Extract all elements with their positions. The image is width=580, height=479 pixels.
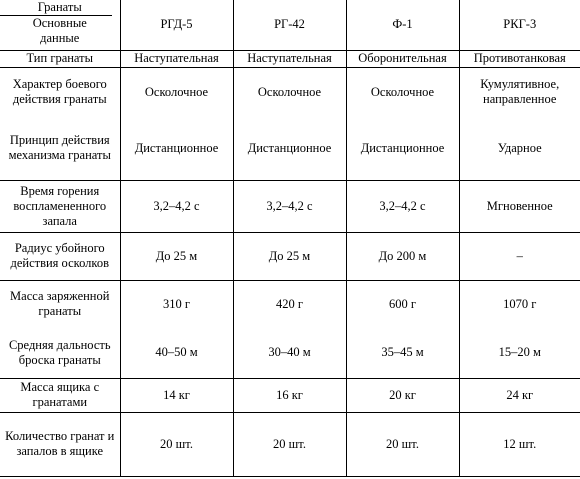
corner-header-cell bbox=[0, 0, 120, 50]
table-row bbox=[0, 378, 580, 412]
table-cell: Наступательная bbox=[120, 50, 233, 67]
table-cell: 20 шт. bbox=[346, 412, 459, 476]
table-cell: 24 кг bbox=[459, 378, 580, 412]
table-cell: 30–40 м bbox=[233, 328, 346, 378]
table-row bbox=[0, 232, 580, 280]
table-row bbox=[0, 328, 580, 378]
row-label: Тип гранаты bbox=[0, 50, 120, 67]
table-row bbox=[0, 180, 580, 232]
table-cell: Осколочное bbox=[233, 67, 346, 117]
table-cell: 40–50 м bbox=[120, 328, 233, 378]
table-cell: 3,2–4,2 с bbox=[346, 180, 459, 232]
table-row bbox=[0, 280, 580, 328]
row-label: Принцип действия механизма гранаты bbox=[0, 117, 120, 180]
table-cell: 310 г bbox=[120, 280, 233, 328]
column-header-rg42: РГ-42 bbox=[233, 0, 346, 50]
table-cell: 35–45 м bbox=[346, 328, 459, 378]
table-cell: 16 кг bbox=[233, 378, 346, 412]
table-cell: Дистанционное bbox=[346, 117, 459, 180]
table-cell: 12 шт. bbox=[459, 412, 580, 476]
table-cell: 20 кг bbox=[346, 378, 459, 412]
table-row bbox=[0, 412, 580, 476]
row-label: Масса ящика с гранатами bbox=[0, 378, 120, 412]
column-header-rkg3: РКГ-3 bbox=[459, 0, 580, 50]
table-row bbox=[0, 117, 580, 180]
table-cell: Противотанковая bbox=[459, 50, 580, 67]
column-header-rgd5: РГД-5 bbox=[120, 0, 233, 50]
corner-bottom-label: Основные данные bbox=[32, 16, 87, 45]
corner-top-label: Гранаты bbox=[37, 0, 82, 14]
row-label: Время горения воспламененного запала bbox=[0, 180, 120, 232]
table-cell: Мгновенное bbox=[459, 180, 580, 232]
table-cell: Ударное bbox=[459, 117, 580, 180]
row-label: Характер боевого действия гранаты bbox=[12, 77, 107, 107]
table-cell: До 25 м bbox=[233, 232, 346, 280]
table-cell: 20 шт. bbox=[120, 412, 233, 476]
table-cell: Осколочное bbox=[346, 67, 459, 117]
table-header-row bbox=[0, 0, 580, 50]
table-cell: Кумулятивное, направленное bbox=[459, 67, 580, 117]
table-row bbox=[0, 50, 580, 67]
table-cell: 20 шт. bbox=[233, 412, 346, 476]
table-cell: 1070 г bbox=[459, 280, 580, 328]
table-cell: 14 кг bbox=[120, 378, 233, 412]
table-cell: – bbox=[459, 232, 580, 280]
row-label: Количество гранат и запалов в ящике bbox=[0, 412, 120, 476]
table-cell: До 25 м bbox=[120, 232, 233, 280]
table-cell: До 200 м bbox=[346, 232, 459, 280]
row-label: Масса заряженной гранаты bbox=[10, 289, 110, 319]
table-cell: Наступательная bbox=[233, 50, 346, 67]
table-cell: 600 г bbox=[346, 280, 459, 328]
table-cell: Оборонительная bbox=[346, 50, 459, 67]
table-row bbox=[0, 67, 580, 117]
table-cell: Осколочное bbox=[120, 67, 233, 117]
table-cell: 15–20 м bbox=[459, 328, 580, 378]
row-label: Средняя дальность броска гранаты bbox=[0, 328, 120, 378]
table-cell: Дистанционное bbox=[233, 117, 346, 180]
table-cell: 420 г bbox=[233, 280, 346, 328]
row-label: Радиус убойного действия осколков bbox=[0, 232, 120, 280]
table-cell: 3,2–4,2 с bbox=[233, 180, 346, 232]
column-header-f1: Ф-1 bbox=[346, 0, 459, 50]
table-cell: Дистанционное bbox=[120, 117, 233, 180]
table-cell: 3,2–4,2 с bbox=[120, 180, 233, 232]
